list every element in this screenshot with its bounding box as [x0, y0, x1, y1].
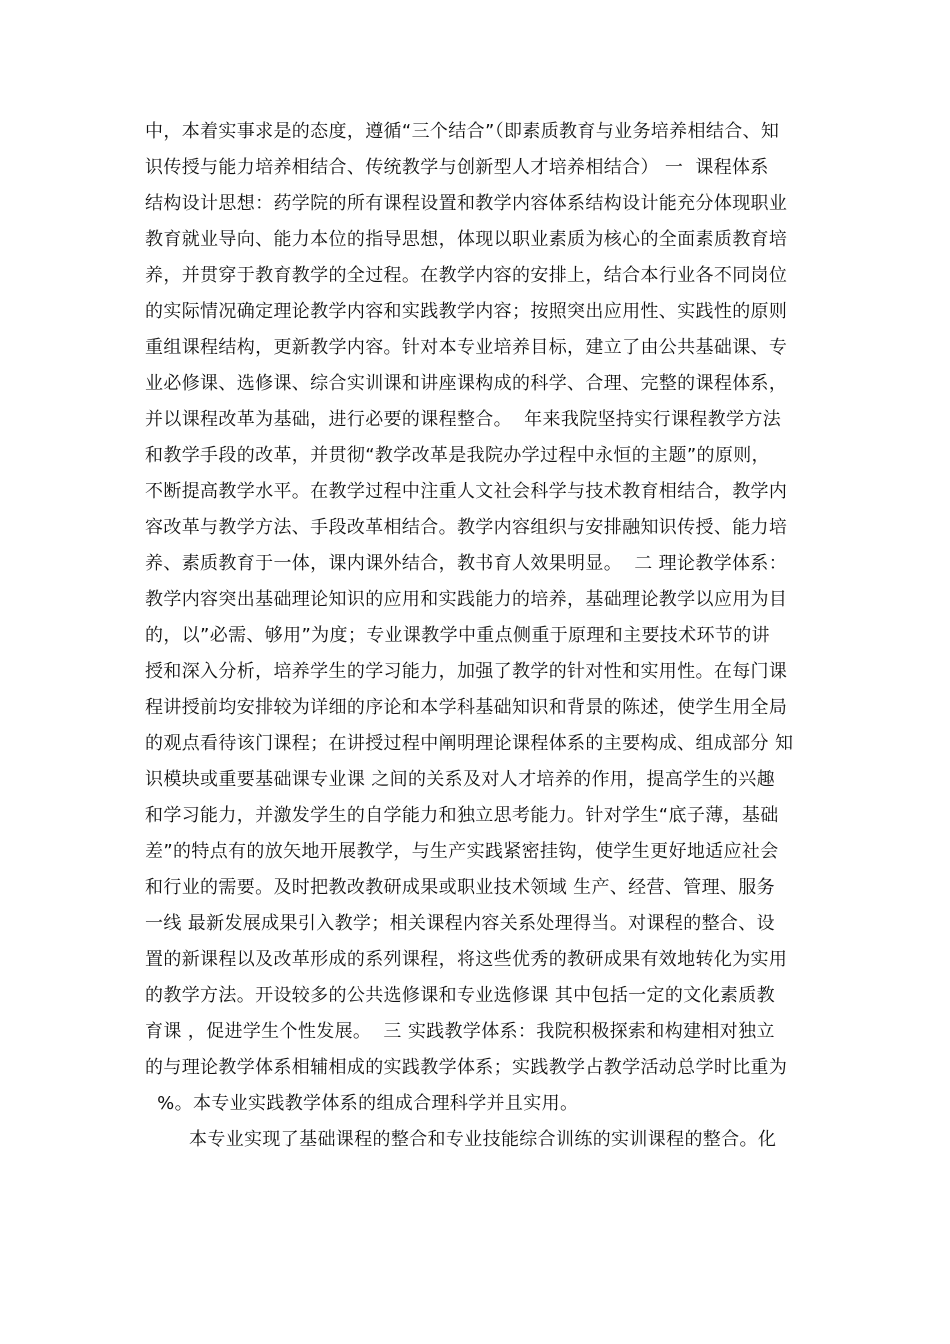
text-line-19: 识模块或重要基础课专业课 之间的关系及对人才培养的作用，提高学生的兴趣: [145, 769, 775, 790]
text-line-21: 差”的特点有的放矢地开展教学，与生产实践紧密挂钩，使学生更好地适应社会: [145, 841, 779, 862]
text-line-4: 教育就业导向、能力本位的指导思想，体现以职业素质为核心的全面素质教育培: [145, 229, 788, 250]
text-line-5: 养，并贯穿于教育教学的全过程。在教学内容的安排上，结合本行业各不同岗位: [145, 265, 788, 286]
text-line-14: 教学内容突出基础理论知识的应用和实践能力的培养，基础理论教学以应用为目: [145, 589, 788, 610]
text-line-12: 容改革与教学方法、手段改革相结合。教学内容组织与安排融知识传授、能力培: [145, 517, 788, 538]
text-line-1: 中，本着实事求是的态度，遵循“三个结合”（即素质教育与业务培养相结合、知: [145, 121, 780, 142]
body-text: [145, 114, 810, 1158]
text-line-7: 重组课程结构，更新教学内容。针对本专业培养目标，建立了由公共基础课、专: [145, 337, 788, 358]
text-line-8: 业必修课、选修课、综合实训课和讲座课构成的科学、合理、完整的课程体系，: [145, 373, 788, 394]
text-line-24: 置的新课程以及改革形成的系列课程，将这些优秀的教研成果有效地转化为实用: [145, 949, 788, 970]
text-line-25: 的教学方法。开设较多的公共选修课和专业选修课 其中包括一定的文化素质教: [145, 985, 775, 1006]
text-line-15: 的，以”必需、够用”为度；专业课教学中重点侧重于原理和主要技术环节的讲: [145, 625, 770, 646]
text-line-2: 识传授与能力培养相结合、传统教学与创新型人才培养相结合） 一 课程体系: [145, 157, 769, 178]
text-line-17: 程讲授前均安排较为详细的序论和本学科基础知识和背景的陈述，使学生用全局: [145, 697, 788, 718]
paragraph-start-line: 本专业实现了基础课程的整合和专业技能综合训练的实训课程的整合。化: [189, 1129, 777, 1150]
text-line-6: 的实际情况确定理论教学内容和实践教学内容；按照突出应用性、实践性的原则: [145, 301, 788, 322]
text-line-10: 和教学手段的改革，并贯彻“教学改革是我院办学过程中永恒的主题”的原则，: [145, 445, 770, 466]
text-line-26: 育课 ，促进学生个性发展。 三 实践教学体系：我院积极探索和构建相对独立: [145, 1021, 775, 1042]
text-line-28: %。本专业实践教学体系的组成合理科学并且实用。: [145, 1093, 579, 1114]
text-line-9: 并以课程改革为基础，进行必要的课程整合。 年来我院坚持实行课程教学方法: [145, 409, 782, 430]
text-line-20: 和学习能力，并激发学生的自学能力和独立思考能力。针对学生“底子薄，基础: [145, 805, 779, 826]
text-line-11: 不断提高教学水平。在教学过程中注重人文社会科学与技术教育相结合，教学内: [145, 481, 788, 502]
text-line-23: 一线 最新发展成果引入教学；相关课程内容关系处理得当。对课程的整合、设: [145, 913, 775, 934]
text-line-22: 和行业的需要。及时把教改教研成果或职业技术领域 生产、经营、管理、服务: [145, 877, 775, 898]
text-line-13: 养、素质教育于一体，课内课外结合，教书育人效果明显。 二 理论教学体系：: [145, 553, 788, 574]
text-line-3: 结构设计思想：药学院的所有课程设置和教学内容体系结构设计能充分体现职业: [145, 193, 788, 214]
text-line-18: 的观点看待该门课程；在讲授过程中阐明理论课程体系的主要构成、组成部分 知: [145, 733, 794, 754]
text-line-16: 授和深入分析，培养学生的学习能力，加强了教学的针对性和实用性。在每门课: [145, 661, 788, 682]
text-line-27: 的与理论教学体系相辅相成的实践教学体系；实践教学占教学活动总学时比重为: [145, 1057, 788, 1078]
